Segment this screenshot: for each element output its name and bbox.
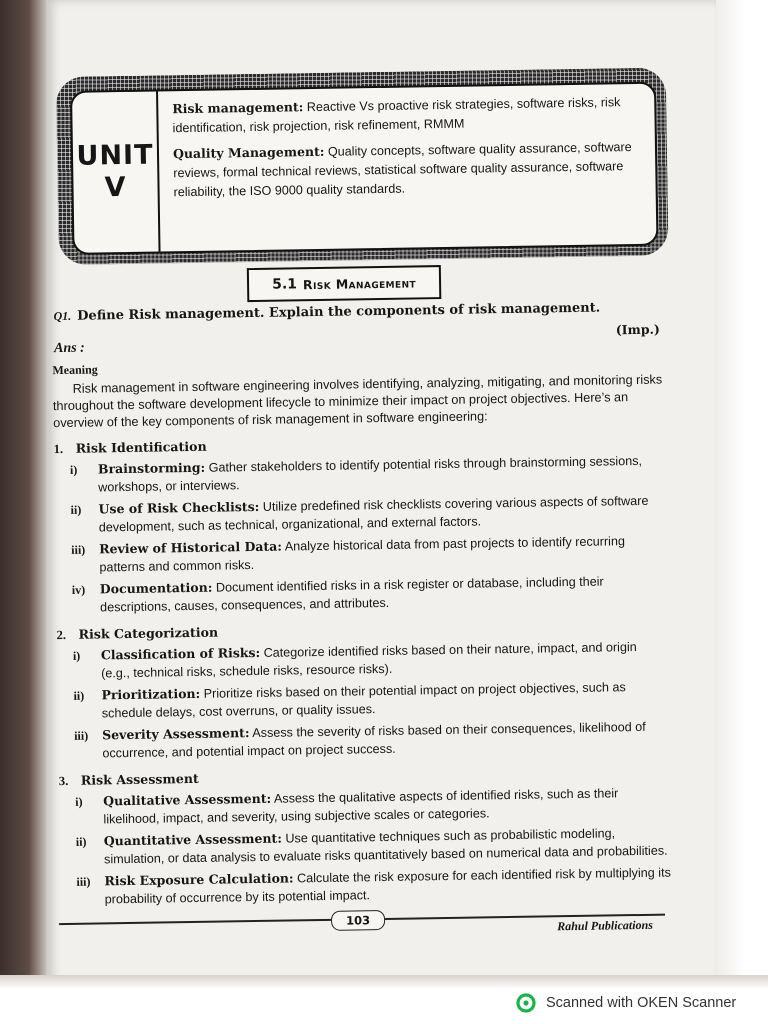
- list-item: [70, 492, 666, 537]
- item-text: Assess the severity of risks based on their consequences, likelihood of occurrence, and potential impact on project success.: [102, 719, 646, 761]
- item-term: Severity Assessment:: [102, 725, 250, 743]
- item-term: Prioritization:: [101, 685, 201, 703]
- unit-quality-heading: Quality Management:: [172, 143, 325, 162]
- component-heading: [59, 771, 199, 789]
- list-item: [71, 532, 667, 577]
- unit-label: [72, 91, 161, 252]
- component-title: Risk Categorization: [78, 624, 219, 642]
- item-numeral: i): [75, 794, 83, 809]
- item-text: Assess the qualitative aspects of identified risks, such as their likelihood, impact, and severity, using subjective scales or categories.: [103, 786, 619, 827]
- component-number: 2.: [56, 627, 67, 643]
- page-number: 103: [331, 910, 385, 931]
- section-number: 5.1: [272, 276, 298, 293]
- unit-banner: [56, 67, 669, 265]
- section-title: Risk Management: [302, 274, 417, 292]
- page-bottom-edge: [0, 975, 768, 989]
- item-numeral: iii): [74, 728, 89, 743]
- intro-paragraph: Risk management in software engineering involves identifying, analyzing, mitigating, and monitoring risks throughout the software development lifecycle to minimize their impact on project objectives. Here’s an overview of the key components of risk management in software engineering:: [52, 372, 663, 431]
- item-text: Gather stakeholders to identify potential risks through brainstorming sessions, workshops, or interviews.: [98, 453, 643, 495]
- list-item: [73, 677, 669, 722]
- item-numeral: i): [72, 648, 81, 663]
- component-title: Risk Identification: [75, 438, 207, 456]
- list-item: [76, 823, 672, 868]
- item-term: Classification of Risks:: [100, 644, 261, 663]
- list-item: [70, 452, 666, 497]
- item-body: [103, 783, 671, 828]
- unit-quality-text: Quality concepts, software quality assurance, software reviews, formal technical reviews, statistical software quality assurance, software reliability, the ISO 9000 quality standards.: [173, 140, 632, 200]
- item-numeral: i): [69, 462, 78, 477]
- item-term: Documentation:: [99, 579, 213, 597]
- question: [53, 301, 600, 325]
- item-body: [98, 452, 666, 497]
- question-text: Define Risk management. Explain the components of risk management.: [77, 300, 601, 324]
- item-body: [99, 532, 667, 577]
- list-item: [73, 638, 669, 683]
- unit-label-number: V: [104, 171, 127, 204]
- unit-quality-topics: [173, 137, 648, 202]
- component-heading: [56, 625, 218, 644]
- item-body: [104, 863, 672, 908]
- item-term: Quantitative Assessment:: [103, 830, 282, 849]
- item-numeral: iii): [76, 874, 91, 889]
- component-heading: [54, 439, 207, 457]
- component-title: Risk Assessment: [80, 770, 199, 788]
- item-text: Categorize identified risks based on their nature, impact, and origin (e.g., technical risks, schedule risks, resource risks).: [101, 640, 637, 681]
- unit-label-word: UNIT: [76, 139, 154, 172]
- item-text: Use quantitative techniques such as probabilistic modeling, simulation, or data analysis to evaluate risks quantitatively based on numerical data and probabilities.: [103, 826, 668, 867]
- unit-syllabus: [172, 92, 648, 208]
- oken-logo-icon: [516, 993, 536, 1013]
- item-body: [100, 572, 668, 617]
- item-numeral: iii): [71, 542, 86, 557]
- importance-tag: (Imp.): [615, 321, 660, 338]
- item-text: Document identified risks in a risk register or database, including their descriptions, causes, consequences, and attributes.: [100, 574, 604, 615]
- item-term: Review of Historical Data:: [99, 538, 283, 557]
- page-content: [39, 0, 724, 990]
- item-numeral: iv): [71, 582, 86, 597]
- unit-risk-text: Reactive Vs proactive risk strategies, software risks, risk identification, risk projection, risk refinement, RMMM: [172, 95, 621, 136]
- list-item: [75, 783, 671, 828]
- component-number: 1.: [53, 441, 64, 457]
- item-body: [101, 638, 669, 683]
- section-heading: [247, 265, 442, 302]
- item-term: Risk Exposure Calculation:: [104, 870, 294, 889]
- item-body: [101, 677, 669, 722]
- list-item: [72, 572, 668, 617]
- item-body: [98, 492, 666, 537]
- item-body: [104, 823, 672, 868]
- item-text: Analyze historical data from past projects to identify recurring patterns and common risks.: [99, 534, 626, 575]
- item-numeral: ii): [70, 502, 82, 517]
- scanner-watermark: [516, 990, 736, 1016]
- meaning-label: Meaning: [52, 362, 98, 378]
- answer-label: Ans :: [53, 340, 85, 357]
- list-item: [74, 717, 670, 762]
- unit-banner-inner: [70, 82, 659, 255]
- list-item: [76, 863, 672, 908]
- item-numeral: ii): [73, 688, 85, 703]
- question-number: Q1.: [53, 308, 72, 324]
- item-term: Brainstorming:: [97, 459, 206, 477]
- unit-risk-heading: Risk management:: [172, 99, 304, 117]
- scanner-text: Scanned with OKEN Scanner: [546, 995, 737, 1011]
- book-page: [46, 0, 716, 985]
- item-numeral: ii): [75, 834, 87, 849]
- publisher-name: Rahul Publications: [557, 917, 653, 934]
- item-text: Prioritize risks based on their potential impact on project objectives, such as schedule delays, cost overruns, or quality issues.: [101, 680, 626, 721]
- unit-risk-topics: [172, 92, 647, 138]
- item-text: Utilize predefined risk checklists covering various aspects of software development, such as technical, organizational, and external factors.: [98, 493, 649, 535]
- item-term: Use of Risk Checklists:: [98, 498, 260, 517]
- item-term: Qualitative Assessment:: [103, 790, 272, 809]
- footer-rule-left: [59, 919, 331, 925]
- item-body: [102, 717, 670, 762]
- item-text: Calculate the risk exposure for each identified risk by multiplying its probability of occurrence by its potential impact.: [104, 865, 671, 907]
- component-number: 3.: [58, 773, 69, 789]
